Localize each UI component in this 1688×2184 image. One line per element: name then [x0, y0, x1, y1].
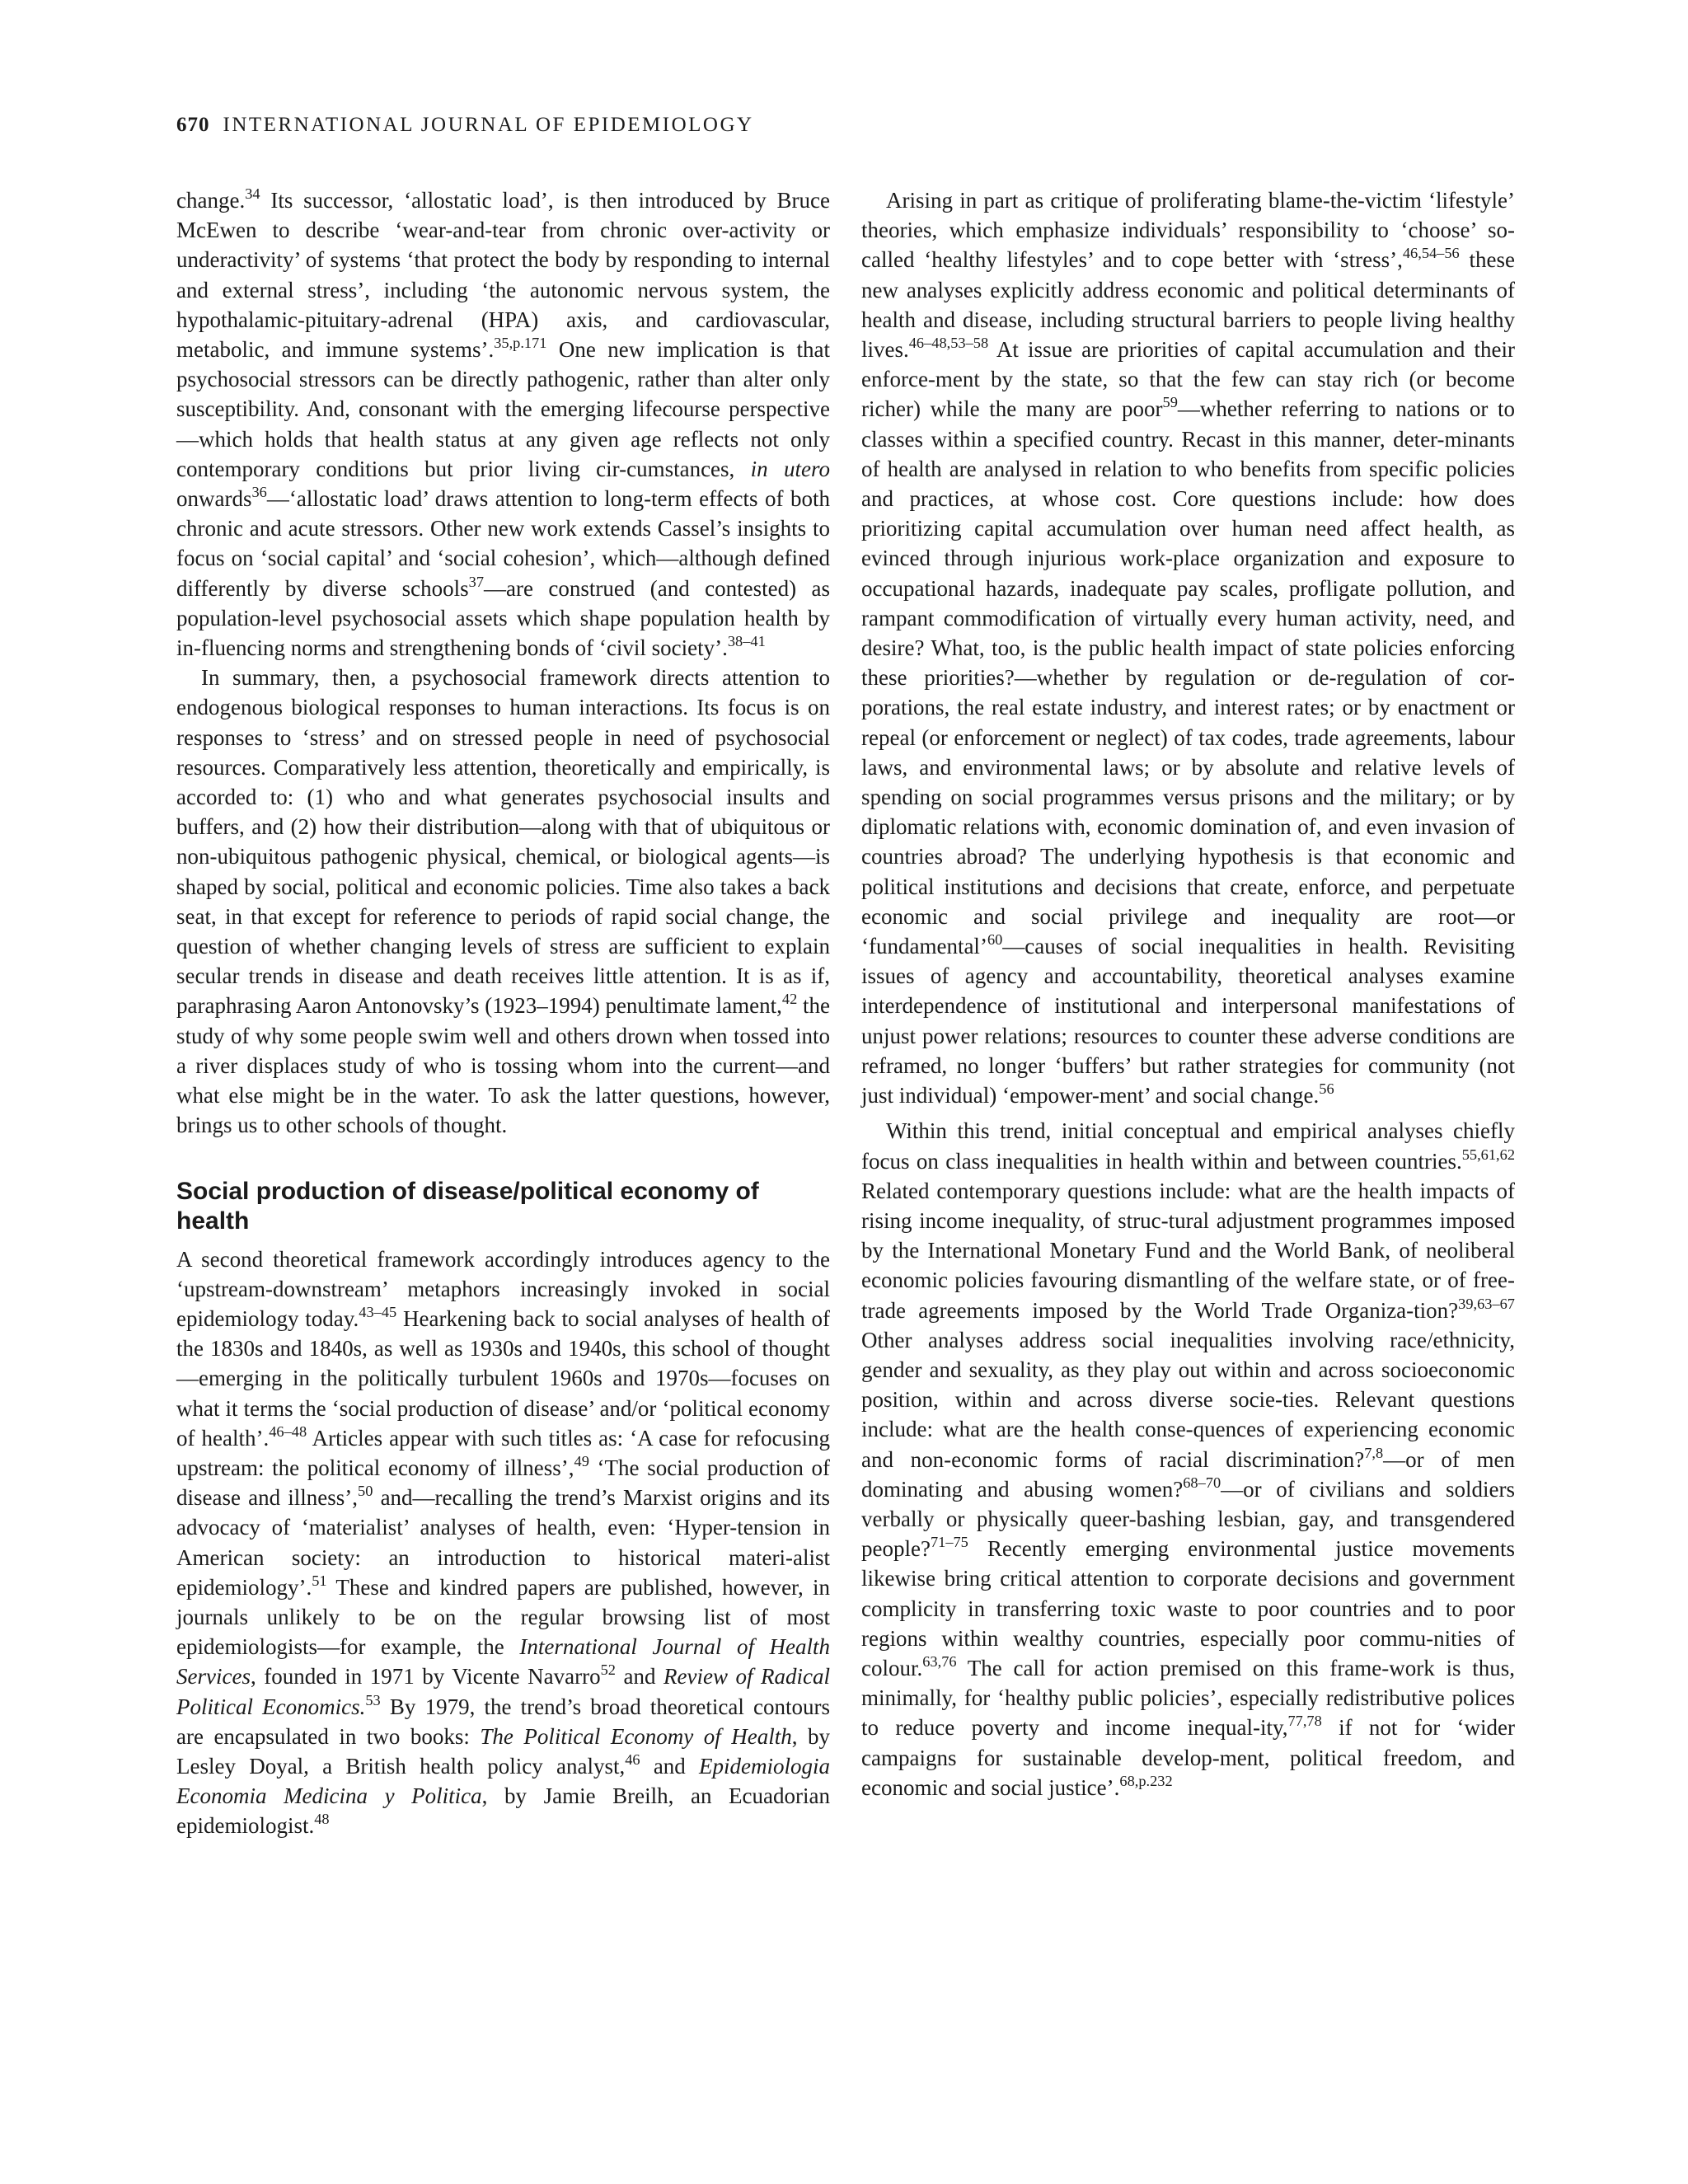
text-run: At issue are priorities of capital accumulation and their enforce-ment by the state, so that the few can stay rich (or become richer) while the many are poor — [861, 337, 1515, 422]
citation-ref: 49 — [574, 1452, 589, 1469]
left-column — [176, 185, 830, 1841]
text-run: Articles appear with such titles as: ‘A case for refocusing upstream: the political economy of illness’, — [176, 1425, 831, 1480]
citation-ref: 38–41 — [727, 633, 766, 650]
text-run: and — [640, 1753, 700, 1779]
italic-text: Epidemiologia Economia Medicina y Politica — [176, 1753, 831, 1809]
citation-ref: 46–48 — [269, 1422, 307, 1440]
citation-ref: 37 — [468, 573, 485, 590]
citation-ref: 77,78 — [1287, 1713, 1322, 1730]
text-run: Related contemporary questions include: what are the health impacts of rising income inequality, of struc-tural adjustment programmes imposed by the International Monetary Fund and the World Bank, of neoliberal economic policies favouring dismantling of the welfare state, or of free-trade agreements imposed by the World Trade Organiza-tion? — [861, 1178, 1515, 1323]
body-paragraph — [176, 1244, 830, 1841]
text-run: Hearkening back to social analyses of health of the 1830s and 1840s, as well as 1930s and 1940s, this school of thought—emerging in the politically turbulent 1960s and 1970s—focuses on what it terms the ‘social production of disease’ and/or ‘political economy of health’. — [176, 1305, 830, 1451]
text-run: the study of why some people swim well and others drown when tossed into a river displaces study of who is tossing whom into the current—and what else might be in the water. To ask the latter questions, however, brings us to other schools of thought. — [176, 993, 830, 1138]
text-run: A second theoretical framework accordingly introduces agency to the ‘upstream-downstream’ metaphors increasingly invoked in social epidemiology today. — [176, 1246, 830, 1331]
text-run: These and kindred papers are published, however, in journals unlikely to be on the regular browsing list of most epidemiologists—for example, the — [176, 1574, 830, 1660]
text-run: —or of civilians and soldiers verbally or physically queer-bashing lesbian, gay, and transgendered people? — [861, 1476, 1515, 1562]
body-paragraph — [176, 185, 830, 663]
text-run: and — [615, 1664, 664, 1690]
citation-ref: 39,63–67 — [1458, 1295, 1515, 1312]
text-run: Recently emerging environmental justice movements likewise bring critical attention to corporate decisions and government complicity in transferring toxic waste to poor countries and to poor regions within wealthy countries, especially poor commu-nities of colour. — [861, 1536, 1515, 1680]
text-run: , by Lesley Doyal, a British health policy analyst, — [176, 1723, 831, 1779]
citation-ref: 55,61,62 — [1461, 1146, 1515, 1163]
citation-ref: 42 — [781, 991, 798, 1008]
citation-ref: 46 — [625, 1750, 640, 1768]
citation-ref: 59 — [1162, 394, 1178, 411]
citation-ref: 46–48,53–58 — [908, 335, 989, 351]
body-paragraph — [861, 185, 1515, 1110]
text-run: and—recalling the trend’s Marxist origins and its advocacy of ‘materialist’ analyses of health, even: ‘Hyper-tension in American society: an introduction to historical materi-alist epidemiology’. — [176, 1485, 830, 1600]
text-run: The call for action premised on this frame-work is thus, minimally, for ‘healthy public policies’, especially redistributive polices to reduce poverty and income inequal-ity, — [861, 1655, 1515, 1741]
text-run: Other analyses address social inequalities involving race/ethnicity, gender and sexuality, as they play out within and across socioeconomic position, within and across diverse socie-ties. Relevant questions include: what are the health conse-quences of experiencing economic and non-economic forms of racial discrimination? — [861, 1327, 1515, 1472]
right-column — [861, 185, 1515, 1802]
text-run: —are construed (and contested) as population-level psychosocial assets which shape population health by in-fluencing norms and strengthening bonds of ‘civil society’. — [176, 575, 830, 661]
text-run: ‘The social production of disease and illness’, — [176, 1455, 830, 1511]
text-run: , by Jamie Breilh, an Ecuadorian epidemiologist. — [176, 1783, 830, 1839]
text-run: —whether referring to nations or to classes within a specified country. Recast in this manner, deter-minants of health are analysed in relation to who benefits from specific policies and practices, at whose cost. Core questions include: how does prioritizing capital accumulation over human need affect health, as evinced through injurious work-place organization and exposure to occupational hazards, inadequate pay scales, profligate pollution, and rampant commodification of virtually every human activity, need, and desire? What, too, is the public health impact of state policies enforcing these priorities?—whether by regulation or de-regulation of cor-porations, the real estate industry, and interest rates; or by enactment or repeal (or enforcement or neglect) of tax codes, trade agreements, labour laws, and environmental laws; or by absolute and relative levels of spending on social programmes versus prisons and the military; or by diplomatic relations with, economic domination of, and even invasion of countries abroad? The underlying hypothesis is that economic and political institutions and decisions that create, enforce, and perpetuate economic and social privilege and inequality are root—or ‘fundamental’ — [861, 396, 1515, 959]
text-run: if not for ‘wider campaigns for sustainable develop-ment, political freedom, and economic and social justice’. — [861, 1715, 1515, 1800]
text-run: change. — [176, 188, 246, 213]
text-run: Arising in part as critique of proliferating blame-the-victim ‘lifestyle’ theories, which emphasize individuals’ responsibility to ‘choose’ so-called ‘healthy lifestyles’ and to cope better with ‘stress’, — [861, 188, 1515, 273]
text-run: , founded in 1971 by Vicente Navarro — [250, 1664, 601, 1690]
citation-ref: 60 — [987, 931, 1003, 949]
citation-ref: 56 — [1319, 1080, 1334, 1098]
citation-ref: 7,8 — [1364, 1444, 1384, 1461]
text-run: —‘allostatic load’ draws attention to long-term effects of both chronic and acute stressors. Other new work extends Cassel’s insights to focus on ‘social capital’ and ‘social cohesion’, which—although defined differently by diverse schools — [176, 486, 830, 601]
running-head — [176, 114, 754, 137]
citation-ref: 36 — [251, 484, 267, 501]
citation-ref: 34 — [245, 185, 260, 202]
citation-ref: 51 — [312, 1572, 327, 1589]
text-run: In summary, then, a psychosocial framework directs attention to endogenous biological responses to human interactions. Its focus is on responses to ‘stress’ and on stressed people in need of psychosocial resources. Comparatively less attention, theoretically and empirically, is accorded to: (1) who and what generates psychosocial insults and buffers, and (2) how their distribution—along with that of ubiquitous or non-ubiquitous pathogenic physical, chemical, or biological agents—is shaped by social, political and economic policies. Time also takes a back seat, in that except for reference to periods of rapid social change, the question of whether changing levels of stress are sufficient to explain secular trends in disease and death receives little attention. It is as if, paraphrasing Aaron Antonovsky’s (1923–1994) penultimate lament, — [176, 665, 830, 1019]
text-run: One new implication is that psychosocial stressors can be directly pathogenic, rather than alter only susceptibility. And, consonant with the emerging lifecourse perspective—which holds that health status at any given age reflects not only contemporary conditions but prior living cir-cumstances, — [176, 337, 831, 481]
citation-ref: 52 — [600, 1661, 616, 1679]
citation-ref: 68,p.232 — [1119, 1772, 1173, 1789]
text-run: Its successor, ‘allostatic load’, is then introduced by Bruce McEwen to describe ‘wear-and-tear from chronic over-activity or underactivity’ of systems ‘that protect the body by responding to internal and external stress’, including ‘the autonomic nervous system, the hypothalamic-pituitary-adrenal (HPA) axis, and cardiovascular, metabolic, and immune systems’. — [176, 188, 830, 363]
text-run: —or of men dominating and abusing women? — [861, 1446, 1515, 1502]
text-run: —causes of social inequalities in health. Revisiting issues of agency and accountability, theoretical analyses examine interdependence of institutional and interpersonal manifestations of unjust power relations; resources to counter these adverse conditions are reframed, no longer ‘buffers’ but rather strategies for community (not just individual) ‘empower-ment’ and social change. — [861, 934, 1515, 1108]
text-run: these new analyses explicitly address economic and political determinants of health and disease, including structural barriers to people living healthy lives. — [861, 247, 1516, 363]
citation-ref: 71–75 — [930, 1534, 968, 1551]
citation-ref: 68–70 — [1183, 1474, 1221, 1491]
page-number: 670 — [176, 114, 210, 136]
citation-ref: 48 — [314, 1811, 330, 1828]
italic-text: in utero — [750, 456, 830, 481]
citation-ref: 50 — [358, 1483, 373, 1500]
section-heading: Social production of disease/political economy of health — [176, 1177, 759, 1235]
italic-text: Review of Radical Political Economics. — [176, 1664, 830, 1719]
body-paragraph — [176, 663, 830, 1140]
citation-ref: 43–45 — [359, 1303, 397, 1320]
citation-ref: 63,76 — [922, 1652, 957, 1670]
citation-ref: 46,54–56 — [1402, 245, 1460, 262]
text-run: onwards — [176, 486, 252, 512]
citation-ref: 35,p.171 — [494, 335, 547, 351]
text-run: By 1979, the trend’s broad theoretical contours are encapsulated in two books: — [176, 1694, 831, 1749]
text-run: Within this trend, initial conceptual and empirical analyses chiefly focus on class inequalities in health within and between countries. — [861, 1118, 1515, 1174]
journal-title: INTERNATIONAL JOURNAL OF EPIDEMIOLOGY — [223, 114, 754, 136]
body-paragraph — [861, 1116, 1515, 1802]
citation-ref: 53 — [365, 1691, 381, 1708]
italic-text: International Journal of Health Services — [176, 1634, 830, 1690]
italic-text: The Political Economy of Health — [480, 1723, 792, 1749]
